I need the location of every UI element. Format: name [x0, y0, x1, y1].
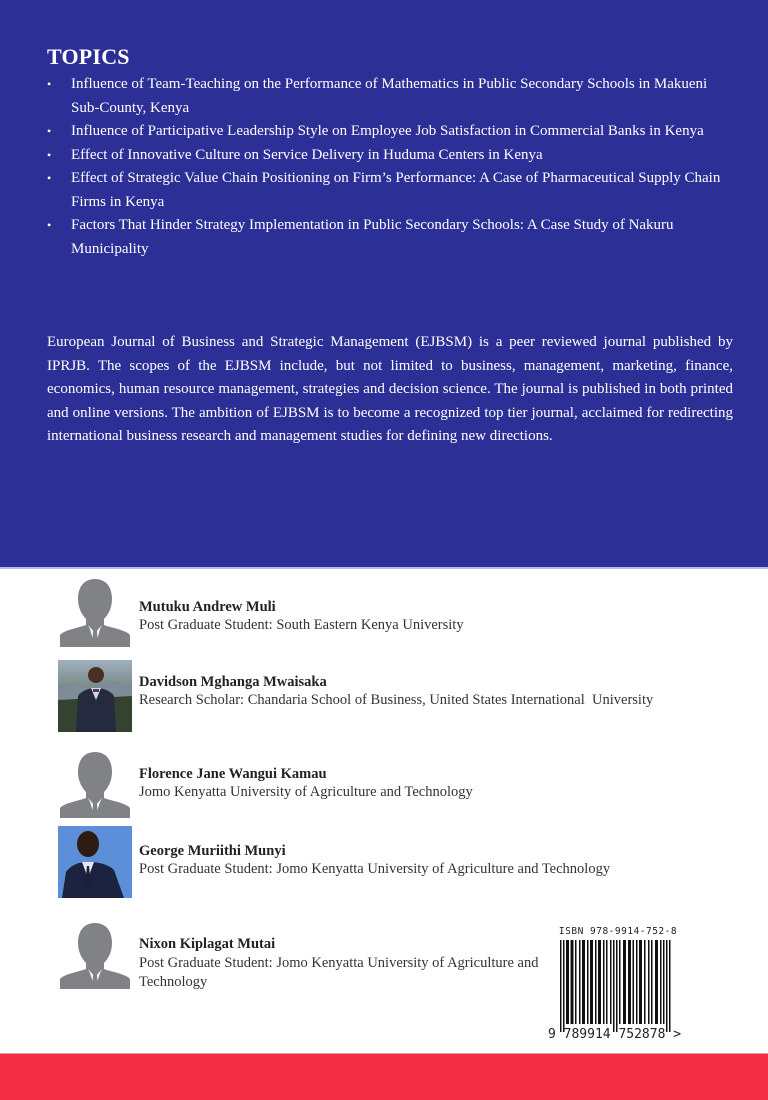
- author-name: Florence Jane Wangui Kamau: [139, 766, 327, 782]
- user-silhouette-icon: [58, 575, 132, 647]
- user-silhouette-icon: [58, 921, 132, 993]
- isbn-label: ISBN 978-9914-752-8: [558, 926, 678, 937]
- topic-text: Factors That Hinder Strategy Implementation in Public Secondary Schools: A Case Study of Nakuru Municipality: [71, 217, 674, 257]
- bullet-icon: •: [47, 171, 52, 185]
- author-name: Nixon Kiplagat Mutai: [139, 936, 276, 952]
- author-affiliation: Post Graduate Student: Jomo Kenyatta University of Agriculture and Technology: [139, 955, 539, 990]
- author-photo: [58, 660, 132, 732]
- barcode-icon: [558, 940, 678, 1037]
- bullet-icon: •: [47, 77, 52, 91]
- footer-band: [0, 1053, 768, 1100]
- topic-text: Influence of Team-Teaching on the Performance of Mathematics in Public Secondary Schools in Makueni Sub-County, Kenya: [71, 76, 708, 116]
- topic-text: Effect of Innovative Culture on Service Delivery in Huduma Centers in Kenya: [71, 146, 543, 163]
- topic-text: Influence of Participative Leadership Style on Employee Job Satisfaction in Commercial Banks in Kenya: [71, 123, 704, 139]
- isbn-digits: 9 789914 752878 >: [548, 1027, 682, 1042]
- author-affiliation: Jomo Kenyatta University of Agriculture and Technology: [139, 784, 473, 800]
- bullet-icon: •: [47, 124, 52, 138]
- isbn-barcode-block: [548, 926, 688, 1046]
- author-photo: [58, 826, 132, 898]
- user-silhouette-icon: [58, 750, 132, 822]
- bullet-icon: •: [47, 218, 52, 232]
- bullet-icon: •: [47, 147, 52, 162]
- author-name: Davidson Mghanga Mwaisaka: [139, 674, 327, 690]
- author-affiliation: Post Graduate Student: Jomo Kenyatta University of Agriculture and Technology: [139, 861, 611, 877]
- author-affiliation: Research Scholar: Chandaria School of Business, United States International University: [139, 692, 654, 708]
- author-affiliation: Post Graduate Student: South Eastern Kenya University: [139, 617, 464, 633]
- author-name: Mutuku Andrew Muli: [139, 599, 276, 615]
- topics-heading: TOPICS: [47, 44, 130, 69]
- author-name: George Muriithi Munyi: [139, 843, 286, 859]
- topic-text: Effect of Strategic Value Chain Positioning on Firm’s Performance: A Case of Pharmaceutical Supply Chain Firms in Kenya: [71, 170, 721, 210]
- journal-description: European Journal of Business and Strategic Management (EJBSM) is a peer reviewed journal published by IPRJB. The scopes of the EJBSM include, but not limited to business, management, marketing, finance, economics, human resource management, strategies and decision science. The journal is published in both printed and online versions. The ambition of EJBSM is to become a recognized top tier journal, acclaimed for redirecting international business research and management studies for defining new directions.: [47, 334, 733, 444]
